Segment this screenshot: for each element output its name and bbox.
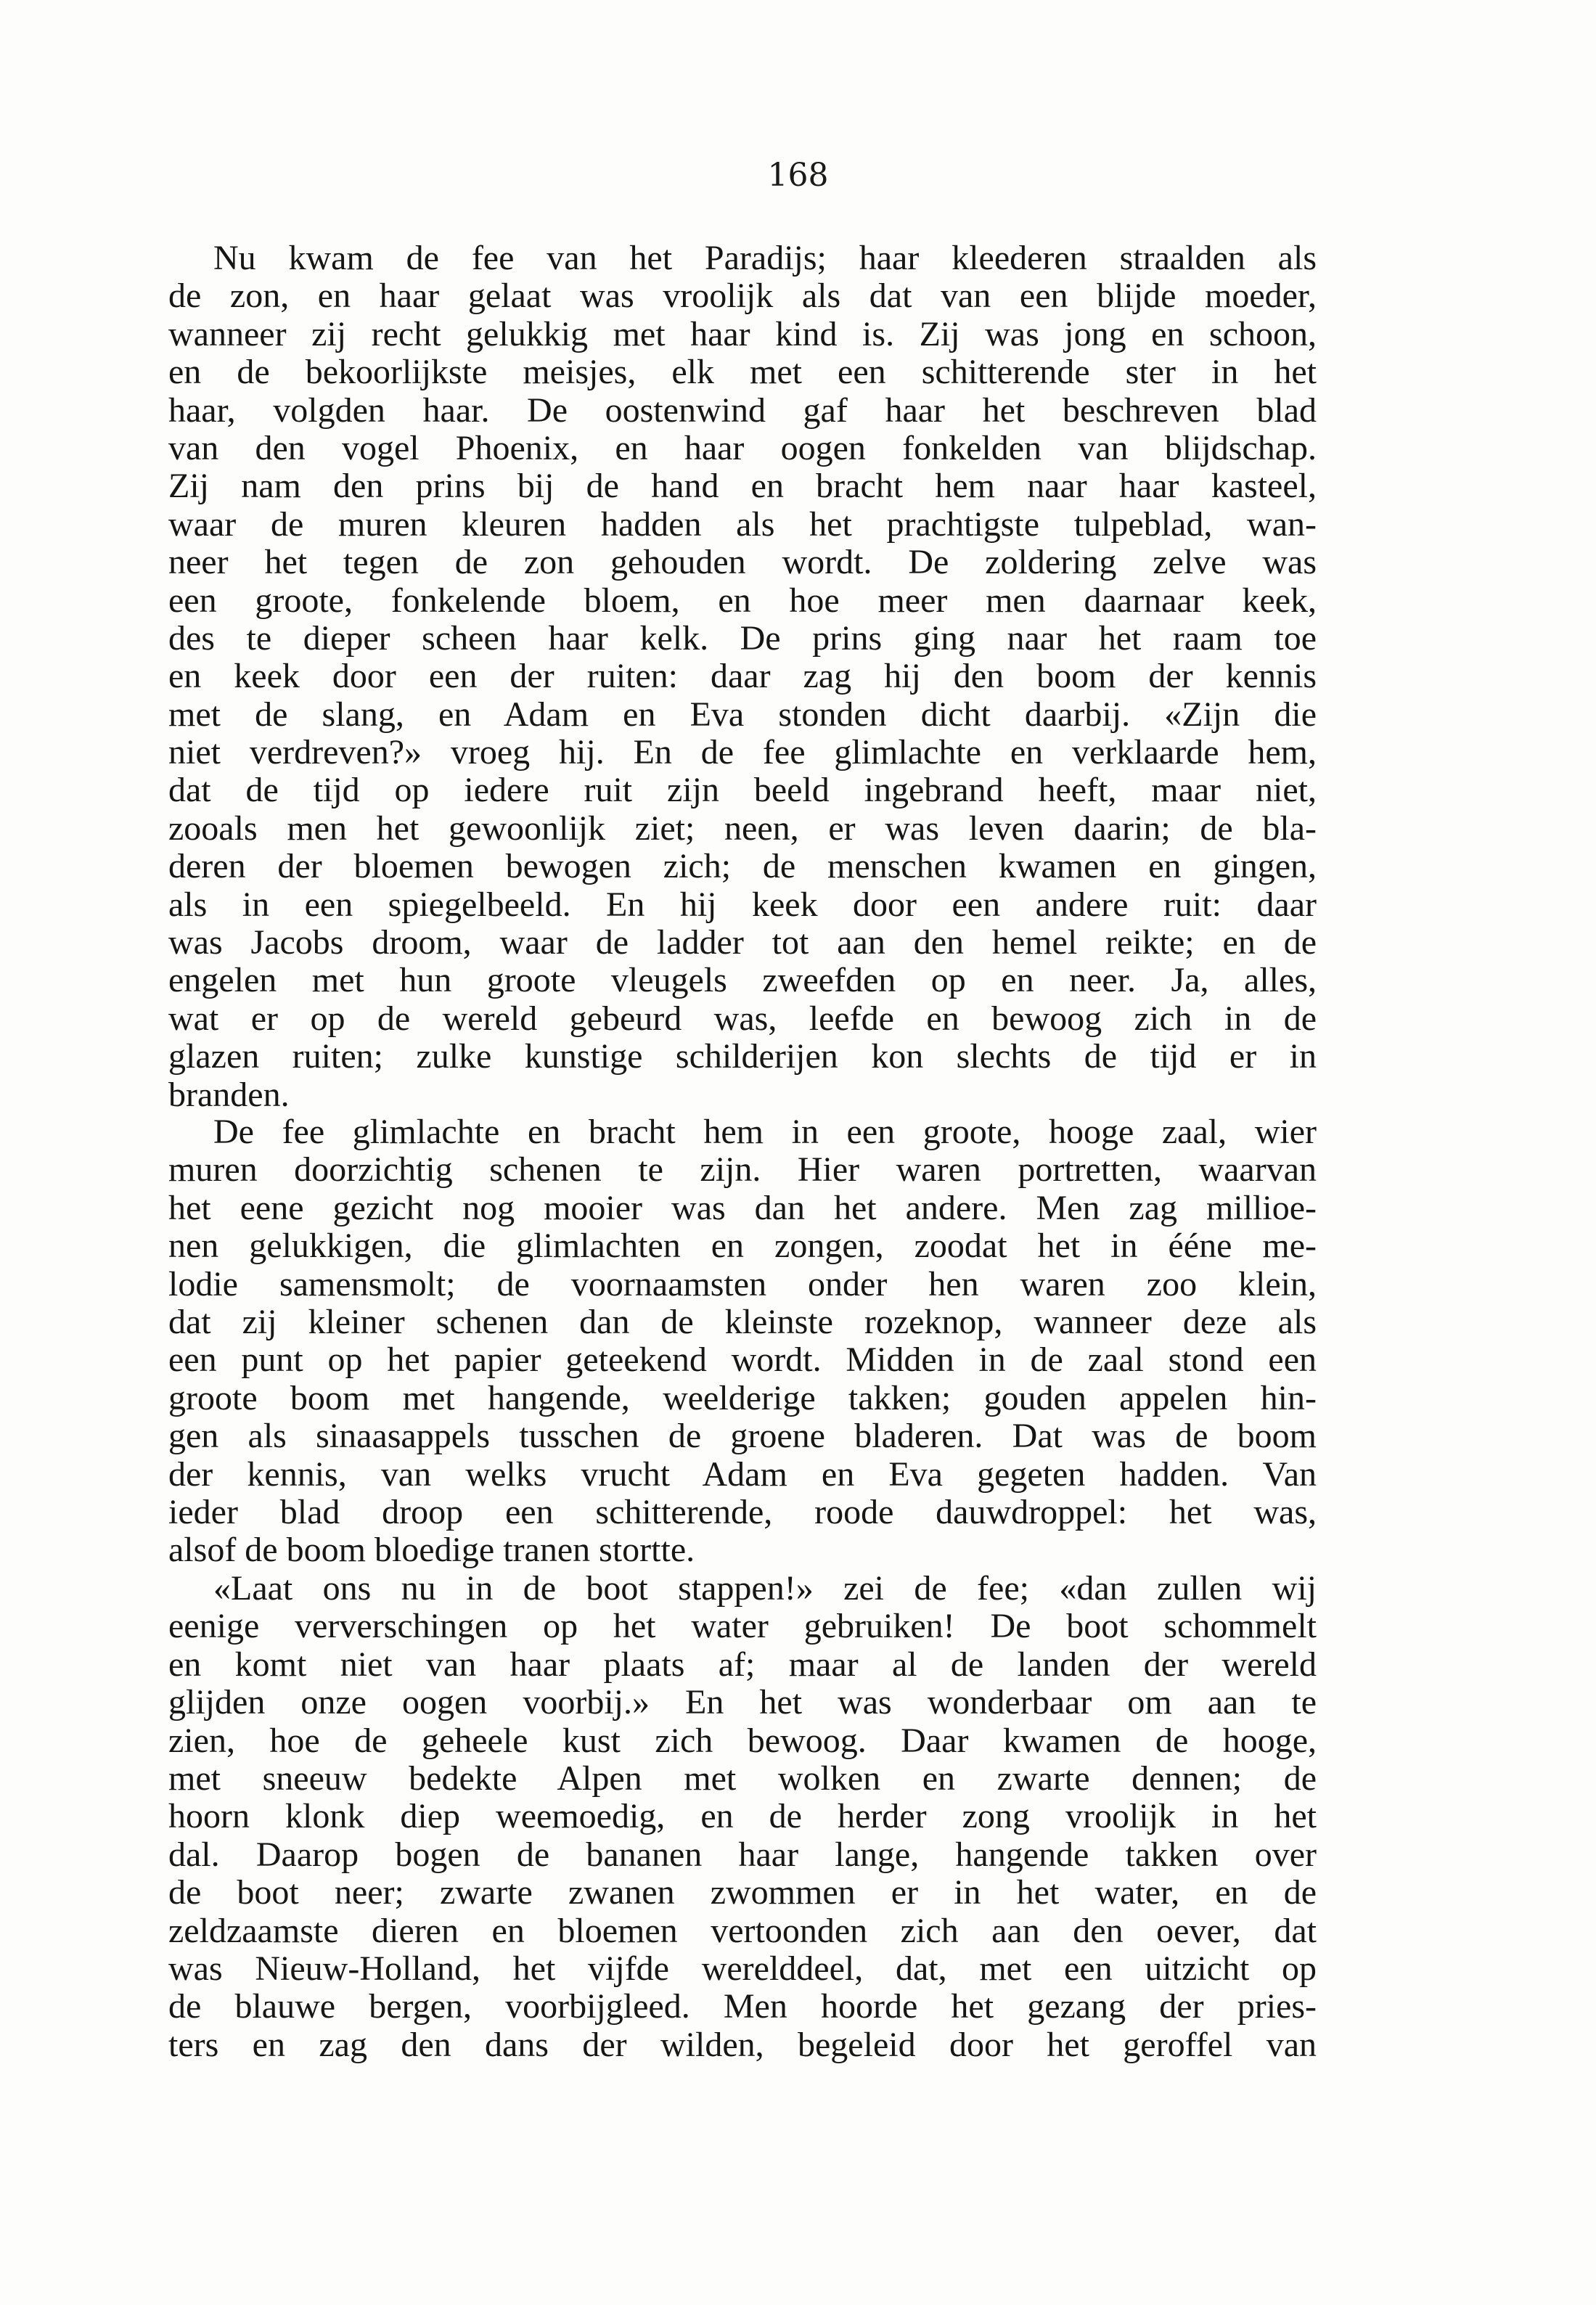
text-line: Nu kwam de fee van het Paradijs; haar kleederen straalden als <box>213 239 1317 277</box>
paragraph-3 <box>168 1570 1317 2064</box>
text-line: lodie samensmolt; de voornaamsten onder hen waren zoo klein, <box>168 1264 1317 1303</box>
text-line: was Jacobs droom, waar de ladder tot aan den hemel reikte; en de <box>168 923 1317 962</box>
text-line: en komt niet van haar plaats af; maar al de landen der wereld <box>168 1645 1317 1684</box>
text-line: neer het tegen de zon gehouden wordt. De zoldering zelve was <box>168 543 1317 582</box>
text-line: met sneeuw bedekte Alpen met wolken en zwarte dennen; de <box>168 1759 1317 1798</box>
text-line: nen gelukkigen, die glimlachten en zongen, zoodat het in ééne me- <box>168 1227 1317 1266</box>
text-line: de blauwe bergen, voorbijgleed. Men hoorde het gezang der pries- <box>168 1987 1317 2026</box>
paragraph-1 <box>168 239 1317 1114</box>
text-line: de zon, en haar gelaat was vroolijk als dat van een blijde moeder, <box>168 277 1317 316</box>
text-line: eenige ververschingen op het water gebruiken! De boot schommelt <box>168 1607 1317 1646</box>
text-line: waar de muren kleuren hadden als het prachtigste tulpeblad, wan- <box>168 504 1317 544</box>
text-line: «Laat ons nu in de boot stappen!» zei de fee; «dan zullen wij <box>213 1569 1317 1608</box>
text-line: gen als sinaasappels tusschen de groene bladeren. Dat was de boom <box>168 1417 1317 1456</box>
text-line: wat er op de wereld gebeurd was, leefde en bewoog zich in de <box>168 999 1317 1038</box>
text-line: en de bekoorlijkste meisjes, elk met een schitterende ster in het <box>168 353 1317 392</box>
text-line: van den vogel Phoenix, en haar oogen fonkelden van blijdschap. <box>168 428 1317 467</box>
text-line: met de slang, en Adam en Eva stonden dicht daarbij. «Zijn die <box>168 695 1317 734</box>
text-line: des te dieper scheen haar kelk. De prins ging naar het raam toe <box>168 618 1317 658</box>
text-line: een punt op het papier geteekend wordt. Midden in de zaal stond een <box>168 1340 1317 1380</box>
text-line: De fee glimlachte en bracht hem in een groote, hooge zaal, wier <box>213 1113 1317 1151</box>
text-line: de boot neer; zwarte zwanen zwommen er in het water, en de <box>168 1873 1317 1912</box>
text-line: het eene gezicht nog mooier was dan het andere. Men zag millioe- <box>168 1188 1317 1227</box>
text-line: dal. Daarop bogen de bananen haar lange, hangende takken over <box>168 1835 1317 1874</box>
text-line: en keek door een der ruiten: daar zag hij den boom der kennis <box>168 657 1317 696</box>
text-line: branden. <box>168 1075 290 1114</box>
text-line: alsof de boom bloedige tranen stortte. <box>168 1531 695 1570</box>
text-line: glijden onze oogen voorbij.» En het was wonderbaar om aan te <box>168 1683 1317 1722</box>
paragraph-2 <box>168 1113 1317 1570</box>
text-line: zeldzaamste dieren en bloemen vertoonden zich aan den oever, dat <box>168 1911 1317 1950</box>
text-line: engelen met hun groote vleugels zweefden op en neer. Ja, alles, <box>168 961 1317 1000</box>
text-line: Zij nam den prins bij de hand en bracht hem naar haar kasteel, <box>168 467 1317 506</box>
text-line: glazen ruiten; zulke kunstige schilderijen kon slechts de tijd er in <box>168 1037 1317 1076</box>
text-line: niet verdreven?» vroeg hij. En de fee glimlachte en verklaarde hem, <box>168 733 1317 772</box>
text-line: dat zij kleiner schenen dan de kleinste rozeknop, wanneer deze als <box>168 1302 1317 1341</box>
text-line: muren doorzichtig schenen te zijn. Hier waren portretten, waarvan <box>168 1150 1317 1190</box>
text-line: hoorn klonk diep weemoedig, en de herder zong vroolijk in het <box>168 1797 1317 1836</box>
text-line: een groote, fonkelende bloem, en hoe meer men daarnaar keek, <box>168 581 1317 620</box>
text-line: zien, hoe de geheele kust zich bewoog. Daar kwamen de hooge, <box>168 1721 1317 1760</box>
text-line: der kennis, van welks vrucht Adam en Eva gegeten hadden. Van <box>168 1454 1317 1494</box>
page-number: 168 <box>767 157 829 194</box>
text-line: zooals men het gewoonlijk ziet; neen, er was leven daarin; de bla- <box>168 808 1317 848</box>
text-line: was Nieuw-Holland, het vijfde werelddeel, dat, met een uitzicht op <box>168 1949 1317 1988</box>
text-line: ieder blad droop een schitterende, roode dauwdroppel: het was, <box>168 1492 1317 1531</box>
text-line: als in een spiegelbeeld. En hij keek door een andere ruit: daar <box>168 885 1317 924</box>
text-line: ters en zag den dans der wilden, begeleid door het geroffel van <box>168 2025 1317 2064</box>
text-line: deren der bloemen bewogen zich; de menschen kwamen en gingen, <box>168 847 1317 886</box>
text-line: dat de tijd op iedere ruit zijn beeld ingebrand heeft, maar niet, <box>168 771 1317 810</box>
text-line: groote boom met hangende, weelderige takken; gouden appelen hin- <box>168 1378 1317 1417</box>
text-line: wanneer zij recht gelukkig met haar kind is. Zij was jong en schoon, <box>168 314 1317 353</box>
text-line: haar, volgden haar. De oostenwind gaf haar het beschreven blad <box>168 390 1317 430</box>
